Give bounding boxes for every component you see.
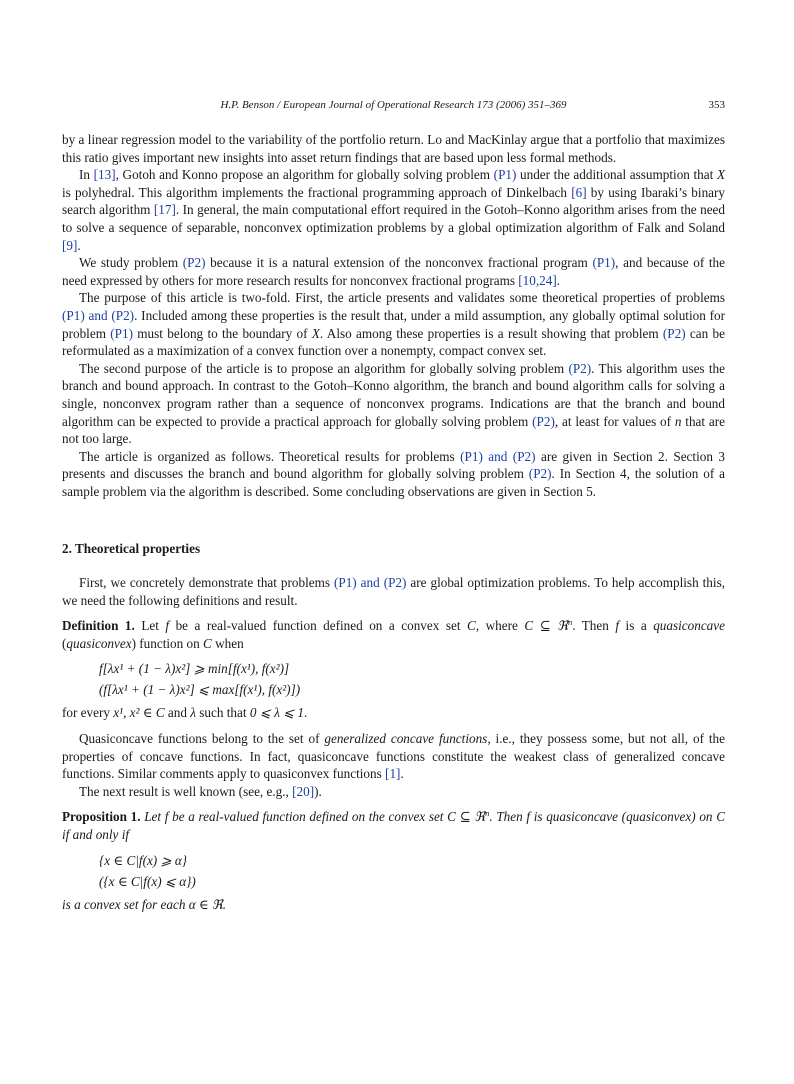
text: . [556,272,561,288]
text: , where [475,618,525,634]
citation-link[interactable]: [10,24] [518,272,557,288]
text: , i.e., they possess some, but not all, of the properties of concave functions. In fact, quasiconcave functions constitute the weakest class of generalized concave functions. Similar comments apply to quasiconvex functions [62,731,725,782]
citation-link[interactable]: [9] [62,237,78,253]
text: by using Ibaraki’s binary search algorithm [62,184,725,218]
text: and [164,705,191,721]
paragraph-1 [62,131,725,166]
definition-label: Definition 1. [62,618,135,634]
paragraph-7 [62,574,725,609]
text: must belong to the boundary of [132,325,312,341]
text: The article is organized as follows. Theoretical results for problems [79,448,461,464]
math-expr: C ⊆ ℜ [447,809,486,825]
problem-p2-link[interactable]: (P2) [662,325,686,341]
text: when [211,635,244,651]
definition-1 [62,617,725,652]
page-number: 353 [708,99,725,111]
running-head [62,99,725,115]
text: for every [62,705,114,721]
text: . [77,237,81,253]
problem-p1-link[interactable]: (P1) [493,167,517,183]
text: . Then [572,618,616,634]
text: Quasiconcave functions belong to the set of [79,731,325,747]
text: . Included among these properties is the result that, under a mild assumption, any globally optimal solution for problem [62,307,725,341]
math-var: f [615,618,620,634]
math-sup: n [485,808,490,819]
spacer [62,500,725,519]
text: . [400,766,404,782]
paragraph-3 [62,254,725,289]
citation-link[interactable]: [17] [153,202,176,218]
text: The next result is well known (see, e.g., [79,783,293,799]
problems-link[interactable]: (P1) and (P2) [333,575,407,591]
proposition-label: Proposition 1. [62,809,141,825]
equation-line: f[λx¹ + (1 − λ)x²] ⩾ min[f(x¹), f(x²)] [99,661,290,677]
paragraph-9 [62,783,725,801]
term: quasiconvex [66,635,132,651]
citation-link[interactable]: [6] [571,184,587,200]
problem-p1-link[interactable]: (P1) [592,255,616,271]
article-body [62,131,725,913]
citation-link[interactable]: [1] [385,766,401,782]
math-var: λ [190,705,196,721]
text: that are not too large. [62,413,725,447]
text: . This algorithm uses the branch and bound approach. In contrast to the Gotoh–Konno algorithm, the branch and bound algorithm calls for solving a single, nonconvex program rather than a sequence of nonconvex programs. Indications are that the branch and bound algorithm can be expected to provide a practical approach for globally solving problem [62,360,725,429]
text: such that [195,705,250,721]
math-var: f [165,618,170,634]
journal-citation: H.P. Benson / European Journal of Operational Research 173 (2006) 351–369 [220,99,567,111]
equation-line: ({x ∈ C|f(x) ⩽ α}) [99,873,196,889]
math-var: C [203,635,212,651]
text: We study problem [79,255,183,271]
math-expr: x¹, x² ∈ C [113,705,165,721]
problem-p2-link[interactable]: (P2) [528,466,552,482]
math-sup: n [567,617,573,628]
proposition-conclusion: is a convex set for each α ∈ ℜ. [62,896,227,912]
term: quasiconvex [626,809,692,825]
text: The purpose of this article is two-fold. First, the article presents and validates some theoretical properties of problems [79,290,725,306]
text: The second purpose of the article is to propose an algorithm for globally solving problem [79,360,569,376]
text: In [79,167,94,183]
text: . In Section 4, the solution of a sample problem via the algorithm is described. Some concluding observations are given in Section 5. [62,466,725,499]
problem-p2-link[interactable]: (P2) [532,413,555,429]
problem-p2-link[interactable]: (P2) [182,255,206,271]
text: , Gotoh and Konno propose an algorithm for globally solving problem [115,167,494,183]
text: be a real-valued function defined on a convex set [169,618,468,634]
text: ). [314,783,322,799]
text: , at least for values of [554,413,675,429]
math-expr: C ⊆ ℜ [524,618,568,634]
text: are given in Section 2. Section 3 presents and discusses the branch and bound algorithm for globally solving problem [62,448,725,482]
text: . In general, the main computational effort required in the Gotoh–Konno algorithm arises from the need to solve a sequence of separable, nonconvex optimization problems by a global optimization algorithm of Falk and Soland [62,202,726,235]
text: ( [62,635,67,651]
proposition-1 [62,808,725,843]
text: ) function on [131,635,204,651]
math-var: X [716,167,725,183]
text: is a [619,618,654,634]
text: Let [134,618,166,634]
text: can be reformulated as a maximization of a convex function over a nonempty, compact convex set. [62,325,725,359]
text: Let f be a real-valued function defined on the convex set [140,809,448,825]
term: generalized concave functions [324,731,488,747]
paragraph-2 [62,166,725,254]
text: First, we concretely demonstrate that problems [79,575,334,591]
problems-link[interactable]: (P1) and (P2) [460,448,536,464]
text: because it is a natural extension of the nonconvex fractional program [205,255,593,271]
math-var: X [311,325,320,341]
paragraph-4 [62,289,725,359]
display-equation-1 [62,658,725,700]
paragraph-8 [62,730,725,783]
display-equation-2 [62,850,725,892]
text: . Then f is quasiconcave ( [489,809,627,825]
text: is polyhedral. This algorithm implements the fractional programming approach of Dinkelbach [62,184,572,200]
paragraph-5 [62,360,725,448]
math-expr: 0 ⩽ λ ⩽ 1 [249,705,305,721]
math-var: C [467,618,476,634]
text: under the additional assumption that [516,167,717,183]
definition-condition [62,704,725,722]
text: are global optimization problems. To help accomplish this, we need the following definitions and result. [62,575,725,608]
equation-line: (f[λx¹ + (1 − λ)x²] ⩽ max[f(x¹), f(x²)]) [99,682,301,698]
problem-p2-link[interactable]: (P2) [568,360,592,376]
citation-link[interactable]: [20] [292,783,315,799]
text: ) on C if and only if [62,809,725,842]
problems-link[interactable]: (P1) and (P2) [62,307,135,323]
section-heading: 2. Theoretical properties [62,541,201,557]
paragraph-6 [62,448,725,501]
citation-link[interactable]: [13] [93,167,116,183]
math-var: n [674,413,682,429]
text: . [304,705,308,721]
term: quasiconcave [653,618,725,634]
text: , and because of the need expressed by others for more research results for nonconvex fractional programs [62,255,725,288]
equation-line: {x ∈ C|f(x) ⩾ α} [99,852,188,868]
text: . Also among these properties is a result showing that problem [319,325,663,341]
problem-p1-link[interactable]: (P1) [110,325,133,341]
paragraph-1-text: by a linear regression model to the variability of the portfolio return. Lo and MacKinlay argue that a portfolio that maximizes this ratio gives important new insights into asset return findings that are based upon less formal methods. [62,132,725,165]
